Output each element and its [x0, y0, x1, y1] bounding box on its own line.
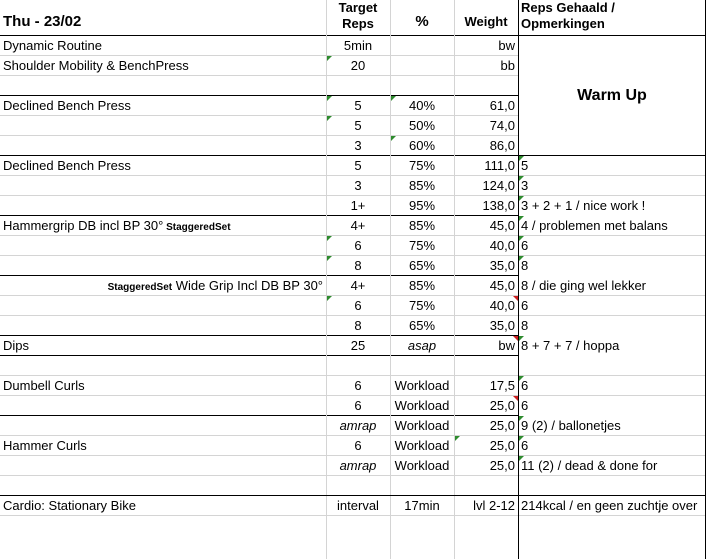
target-reps-cell[interactable]: amrap [339, 458, 377, 473]
percent-cell[interactable]: asap [407, 338, 437, 353]
percent-cell[interactable]: Workload [394, 398, 450, 413]
percent-cell[interactable]: Workload [394, 438, 450, 453]
row-divider [0, 475, 706, 476]
row-divider [0, 355, 518, 356]
weight-cell[interactable]: lvl 2-12 [473, 498, 515, 513]
exercise-name: Declined Bench Press [3, 98, 131, 113]
percent-cell[interactable]: 85% [408, 278, 436, 293]
notes-cell[interactable]: 214kcal / en geen zuchtje over [521, 498, 698, 513]
weight-cell[interactable]: 45,0 [489, 218, 515, 233]
exercise-name: Declined Bench Press [3, 158, 131, 173]
target-reps-cell[interactable]: 8 [354, 258, 362, 273]
staggered-set-tag: StaggeredSet [163, 222, 231, 233]
exercise-name: Cardio: Stationary Bike [3, 498, 136, 513]
exercise-cell[interactable] [0, 376, 326, 396]
comment-marker [455, 436, 460, 441]
weight-cell[interactable]: 61,0 [489, 98, 515, 113]
target-reps-cell[interactable]: 6 [354, 378, 362, 393]
exercise-cell[interactable] [0, 496, 326, 516]
target-reps-cell[interactable]: 5 [354, 98, 362, 113]
weight-cell[interactable]: 74,0 [489, 118, 515, 133]
comment-marker [519, 456, 524, 461]
comment-marker [519, 156, 524, 161]
comment-marker [519, 196, 524, 201]
error-marker [513, 296, 518, 301]
percent-cell[interactable]: 40% [408, 98, 436, 113]
weight-cell[interactable]: 138,0 [482, 198, 515, 213]
exercise-name: Wide Grip Incl DB BP 30° [172, 278, 323, 293]
comment-marker [519, 216, 524, 221]
percent-cell[interactable]: 65% [408, 258, 436, 273]
header-weight[interactable]: Weight [464, 14, 508, 29]
target-reps-cell[interactable]: 4+ [350, 218, 366, 233]
weight-cell[interactable]: 25,0 [489, 438, 515, 453]
target-reps-cell[interactable]: amrap [339, 418, 377, 433]
weight-cell[interactable]: 124,0 [482, 178, 515, 193]
percent-cell[interactable]: 85% [408, 218, 436, 233]
comment-marker [327, 256, 332, 261]
exercise-name: Dips [3, 338, 30, 353]
target-reps-cell[interactable]: 6 [354, 238, 362, 253]
column-divider [390, 0, 391, 559]
row-divider [0, 75, 518, 76]
comment-marker [519, 256, 524, 261]
notes-cell[interactable]: 8 [521, 258, 529, 273]
exercise-cell[interactable] [0, 56, 326, 76]
exercise-name: Hammergrip DB incl BP 30° [3, 218, 164, 233]
exercise-cell[interactable] [0, 436, 326, 456]
comment-marker [327, 296, 332, 301]
target-reps-cell[interactable]: 4+ [350, 278, 366, 293]
notes-cell[interactable]: 8 / die ging wel lekker [521, 278, 647, 293]
target-reps-cell[interactable]: 8 [354, 318, 362, 333]
exercise-cell[interactable] [0, 336, 326, 356]
weight-cell[interactable]: 86,0 [489, 138, 515, 153]
notes-cell[interactable]: 4 / problemen met balans [521, 218, 668, 233]
exercise-cell[interactable] [0, 156, 326, 176]
comment-marker [519, 436, 524, 441]
target-reps-cell[interactable]: 25 [350, 338, 366, 353]
column-divider [454, 0, 455, 559]
exercise-name: Dumbell Curls [3, 378, 85, 393]
header-day[interactable]: Thu - 23/02 [3, 13, 82, 30]
warmup-divider [518, 155, 706, 156]
error-marker [513, 396, 518, 401]
comment-marker [327, 96, 332, 101]
staggered-set-tag: StaggeredSet [107, 282, 173, 293]
comment-marker [519, 376, 524, 381]
header-target-reps[interactable]: Target Reps [338, 0, 378, 31]
percent-cell[interactable]: Workload [394, 458, 450, 473]
percent-cell[interactable]: Workload [394, 418, 450, 433]
notes-cell[interactable]: 6 [521, 398, 529, 413]
percent-cell[interactable]: 75% [408, 238, 436, 253]
comment-marker [391, 136, 396, 141]
weight-cell[interactable]: bw [498, 38, 515, 53]
notes-cell[interactable]: 11 (2) / dead & done for [521, 458, 658, 473]
target-reps-cell[interactable]: 5min [343, 38, 373, 53]
notes-cell[interactable]: 9 (2) / ballonetjes [521, 418, 621, 433]
target-reps-cell[interactable]: interval [337, 498, 379, 513]
comment-marker [519, 176, 524, 181]
exercise-name: Hammer Curls [3, 438, 87, 453]
notes-cell[interactable]: 3 [521, 178, 529, 193]
weight-cell[interactable]: 40,0 [489, 298, 515, 313]
notes-cell[interactable]: 6 [521, 298, 529, 313]
target-reps-cell[interactable]: 1+ [350, 198, 366, 213]
comment-marker [519, 336, 524, 341]
weight-cell[interactable]: 25,0 [489, 418, 515, 433]
column-divider [326, 0, 327, 559]
warm-up-label[interactable]: Warm Up [577, 87, 647, 104]
target-reps-cell[interactable]: 3 [354, 138, 362, 153]
target-reps-cell[interactable]: 6 [354, 298, 362, 313]
exercise-cell[interactable] [0, 96, 326, 116]
percent-cell[interactable]: 50% [408, 118, 436, 133]
exercise-cell[interactable] [0, 36, 326, 56]
percent-cell[interactable]: 75% [408, 158, 436, 173]
weight-cell[interactable]: 25,0 [489, 398, 515, 413]
header-notes[interactable]: Reps Gehaald / Opmerkingen [521, 0, 615, 31]
header-divider [0, 35, 706, 36]
weight-cell[interactable]: 17,5 [489, 378, 515, 393]
weight-cell[interactable]: 35,0 [489, 318, 515, 333]
target-reps-cell[interactable]: 6 [354, 438, 362, 453]
notes-column-border [518, 0, 519, 559]
weight-cell[interactable]: bw [498, 338, 515, 353]
notes-cell[interactable]: 6 [521, 238, 529, 253]
target-reps-cell[interactable]: 5 [354, 118, 362, 133]
weight-cell[interactable]: 35,0 [489, 258, 515, 273]
comment-marker [519, 236, 524, 241]
comment-marker [391, 96, 396, 101]
target-reps-cell[interactable]: 20 [350, 58, 366, 73]
weight-cell[interactable]: bb [500, 58, 515, 73]
percent-cell[interactable]: Workload [394, 378, 450, 393]
exercise-name: Dynamic Routine [3, 38, 102, 53]
header-percent[interactable]: % [415, 13, 429, 30]
comment-marker [327, 116, 332, 121]
weight-cell[interactable]: 40,0 [489, 238, 515, 253]
percent-cell[interactable]: 95% [408, 198, 436, 213]
notes-cell[interactable]: 8 [521, 318, 529, 333]
notes-cell[interactable]: 8 + 7 + 7 / hoppa [521, 338, 620, 353]
error-marker [513, 336, 518, 341]
percent-cell[interactable]: 65% [408, 318, 436, 333]
target-reps-cell[interactable]: 5 [354, 158, 362, 173]
exercise-name: Shoulder Mobility & BenchPress [3, 58, 189, 73]
notes-cell[interactable]: 6 [521, 438, 529, 453]
notes-cell[interactable]: 6 [521, 378, 529, 393]
notes-cell[interactable]: 5 [521, 158, 529, 173]
comment-marker [327, 56, 332, 61]
comment-marker [327, 236, 332, 241]
weight-cell[interactable]: 25,0 [489, 458, 515, 473]
target-reps-cell[interactable]: 6 [354, 398, 362, 413]
weight-cell[interactable]: 111,0 [484, 158, 515, 173]
percent-cell[interactable]: 60% [408, 138, 436, 153]
percent-cell[interactable]: 17min [404, 498, 440, 513]
notes-cell[interactable]: 3 + 2 + 1 / nice work ! [521, 198, 646, 213]
comment-marker [519, 416, 524, 421]
target-reps-cell[interactable]: 3 [354, 178, 362, 193]
weight-cell[interactable]: 45,0 [489, 278, 515, 293]
bottom-border [0, 495, 706, 496]
row-divider [0, 515, 706, 516]
percent-cell[interactable]: 75% [408, 298, 436, 313]
percent-cell[interactable]: 85% [408, 178, 436, 193]
